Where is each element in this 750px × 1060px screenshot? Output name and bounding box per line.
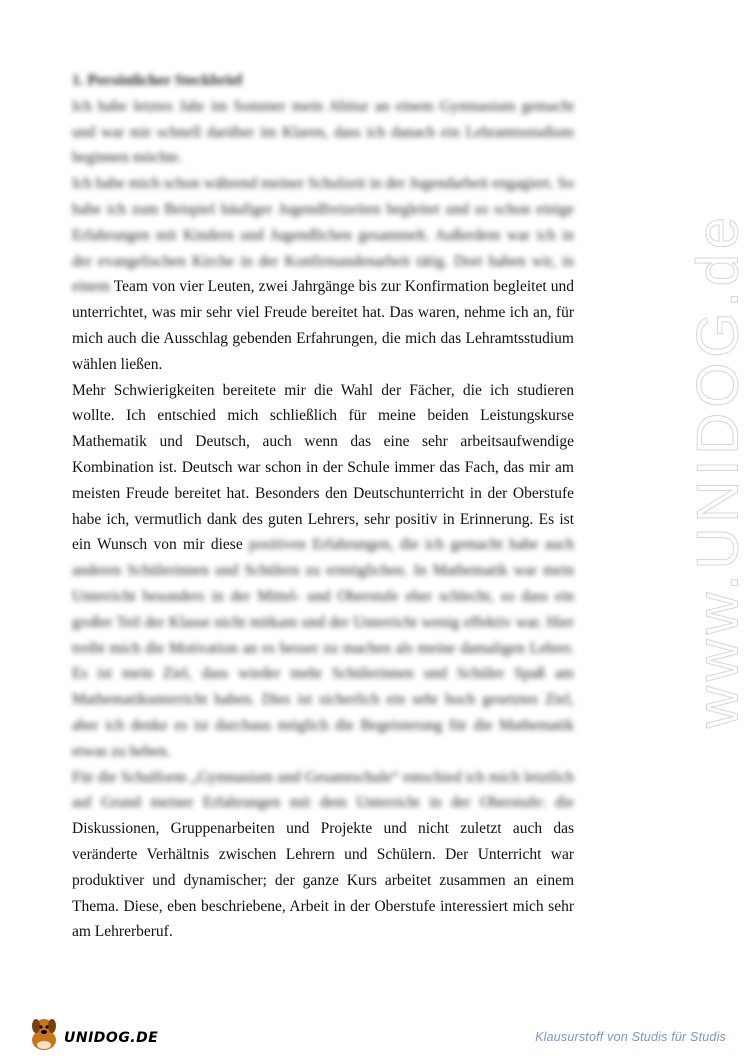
paragraph-4-blurred: Für die Schulform „Gymnasium und Gesamtschule“ entschied ich mich letztlich auf Grund meiner Erfahrungen mit dem Unterricht in der Oberstufe: die (72, 768, 574, 812)
paragraph-2 (72, 171, 574, 377)
paragraph-3-visible: Mehr Schwierigkeiten bereitete mir die Wahl der Fächer, die ich studieren wollte. Ich entschied mich schließlich für meine beiden Leistungskurse Mathematik und Deutsch, auch wenn das eine sehr arbeitsaufwendige Kombination ist. Deutsch war schon in der Schule immer das Fach, das mir am meisten Freude bereitet hat. Besonders den Deutschunterricht in der Oberstufe habe ich, vermutlich dank des guten Lehrers, sehr positiv in Erinnerung. Es ist ein Wunsch von mir diese (72, 381, 574, 554)
watermark: www.UNIDOG.de (685, 211, 750, 729)
paragraph-4-visible: Diskussionen, Gruppenarbeiten und Projekte und nicht zuletzt auch das veränderte Verhältnis zwischen Lehrern und Schülern. Der Unterricht war produktiver und dynamischer; der ganze Kurs arbeitet zusammen an einem Thema. Diese, eben beschriebene, Arbeit in der Oberstufe interessiert mich sehr am Lehrerberuf. (72, 820, 574, 941)
paragraph-2-visible: Team von vier Leuten, zwei Jahrgänge bis zur Konfirmation begleitet und unterrichtet, was mir sehr viel Freude bereitet hat. Das waren, nehme ich an, für mich auch die Ausschlag gebenden Erfahrungen, die mich das Lehramtsstudium wählen ließen. (72, 278, 574, 373)
paragraph-2-blurred: Ich habe mich schon während meiner Schulzeit in der Jugendarbeit engagiert. So habe ich zum Beispiel häufiger Jugendfreizeiten begleitet und so schon einige Erfahrungen mit Kindern und Jugendlichen gesammelt. Außerdem war ich in der evangelischen Kirche in der Konfirmandenarbeit tätig. Dort haben wir, in einem (72, 175, 574, 296)
paragraph-1: Ich habe letztes Jahr im Sommer mein Abitur an einem Gymnasium gemacht und war mir schnell darüber im Klaren, dass ich danach ein Lehramtsstudium beginnen möchte. (72, 97, 574, 167)
paragraph-3-blurred: positiven Erfahrungen, die ich gemacht habe auch anderen Schülerinnen und Schülern zu ermöglichen. In Mathematik war mein Unterricht besonders in der Mittel- und Oberstufe eher schlecht, so dass ein großer Teil der Klasse nicht mitkam und der Unterricht wenig effektiv war. Hier treibt mich die Motivation an es besser zu machen als meine damaligen Lehrer. Es ist mein Ziel, dass wieder mehr Schülerinnen und Schüler Spaß am Mathematikunterricht haben. Dies ist sicherlich ein sehr hoch gesetztes Ziel, aber ich denke es ist durchaus möglich die Begeisterung für die Mathematik etwas zu heben. (72, 536, 575, 760)
dog-icon (24, 1014, 68, 1054)
footer-slogan: Klausurstoff von Studis für Studis (535, 1030, 726, 1044)
section-heading: 1. Persönlicher Steckbrief (72, 72, 243, 89)
paragraph-3 (72, 378, 574, 765)
paragraph-4 (72, 765, 574, 946)
logo-text: UNIDOG.DE (64, 1030, 159, 1046)
document-body (72, 68, 574, 945)
unidog-logo[interactable] (24, 1014, 164, 1054)
